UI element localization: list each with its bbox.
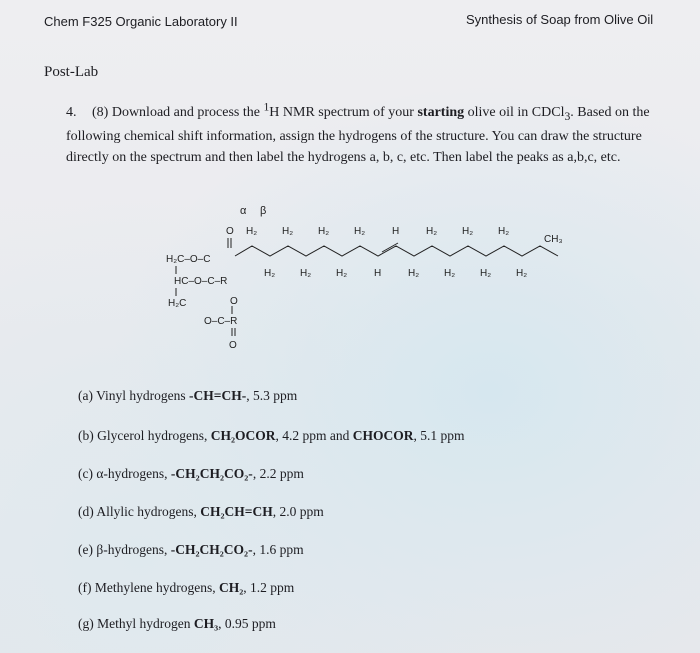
h2-label: H₂ — [426, 226, 438, 237]
h2-label: H₂ — [444, 268, 456, 279]
h2-label: H₂ — [408, 268, 420, 279]
h-label: H — [374, 268, 382, 279]
shift-item-c: (c) α-hydrogens, -CH₂CH₂CO₂-, 2.2 ppm — [78, 466, 304, 481]
h2-label: H₂ — [300, 268, 312, 279]
carbonyl-oxygen-1: O — [226, 226, 234, 237]
h2-label: H₂ — [264, 268, 276, 279]
shift-item-a: (a) Vinyl hydrogens -CH=CH-, 5.3 ppm — [78, 388, 298, 403]
question-text: (8) Download and process the $^1$H NMR spectrum of your starting olive oil in CDCl$_3$. Based on the following chemical shift information, assign the hydrogens of the structure. You can draw the structure directly on the spectrum and then label the hydrogens a, b, c, etc. Then label the peaks as a,b,c, etc. — [66, 100, 650, 166]
carbonyl-oxygen-3: O — [229, 340, 237, 351]
h2-label: H₂ — [516, 268, 528, 279]
shift-item-b: (b) Glycerol hydrogens, CH₂OCOR, 4.2 ppm and CHOCOR, 5.1 ppm — [78, 428, 465, 443]
h2-label: H₂ — [336, 268, 348, 279]
h2-label: H₂ — [462, 226, 474, 237]
glycerol-row-2: HC–O–C–R — [174, 276, 228, 287]
h2-label: H₂ — [498, 226, 510, 237]
fatty-acid-chain — [235, 246, 558, 256]
carbonyl-oxygen-2: O — [230, 296, 238, 307]
alpha-label: α — [240, 205, 247, 217]
shift-item-d: (d) Allylic hydrogens, CH₂CH=CH, 2.0 ppm — [78, 504, 324, 519]
h-label: H — [392, 226, 400, 237]
shift-item-f: (f) Methylene hydrogens, CH₂, 1.2 ppm — [78, 580, 295, 595]
question-points: (8) — [92, 104, 109, 120]
shift-item-g: (g) Methyl hydrogen CH₃, 0.95 ppm — [78, 616, 276, 631]
glycerol-row-3: H₂C — [168, 298, 187, 309]
question-4 — [66, 96, 666, 168]
h2-label: H₂ — [246, 226, 258, 237]
h2-label: H₂ — [354, 226, 366, 237]
h2-label: H₂ — [480, 268, 492, 279]
lab-title: Synthesis of Soap from Olive Oil — [466, 12, 654, 27]
h2-label: H₂ — [282, 226, 294, 237]
ester-row-3: O–C–R — [204, 316, 238, 327]
course-title: Chem F325 Organic Laboratory II — [44, 14, 238, 29]
bold-starting: starting — [417, 104, 465, 120]
triglyceride-structure — [160, 200, 580, 360]
beta-label: β — [260, 205, 267, 217]
question-number: 4. — [66, 104, 77, 120]
shift-item-e: (e) β-hydrogens, -CH₂CH₂CO₂-, 1.6 ppm — [78, 542, 304, 557]
section-title: Post-Lab — [44, 64, 99, 80]
methyl-label: CH₃ — [544, 234, 563, 245]
glycerol-row-1: H₂C–O–C — [166, 254, 211, 265]
h2-label: H₂ — [318, 226, 330, 237]
